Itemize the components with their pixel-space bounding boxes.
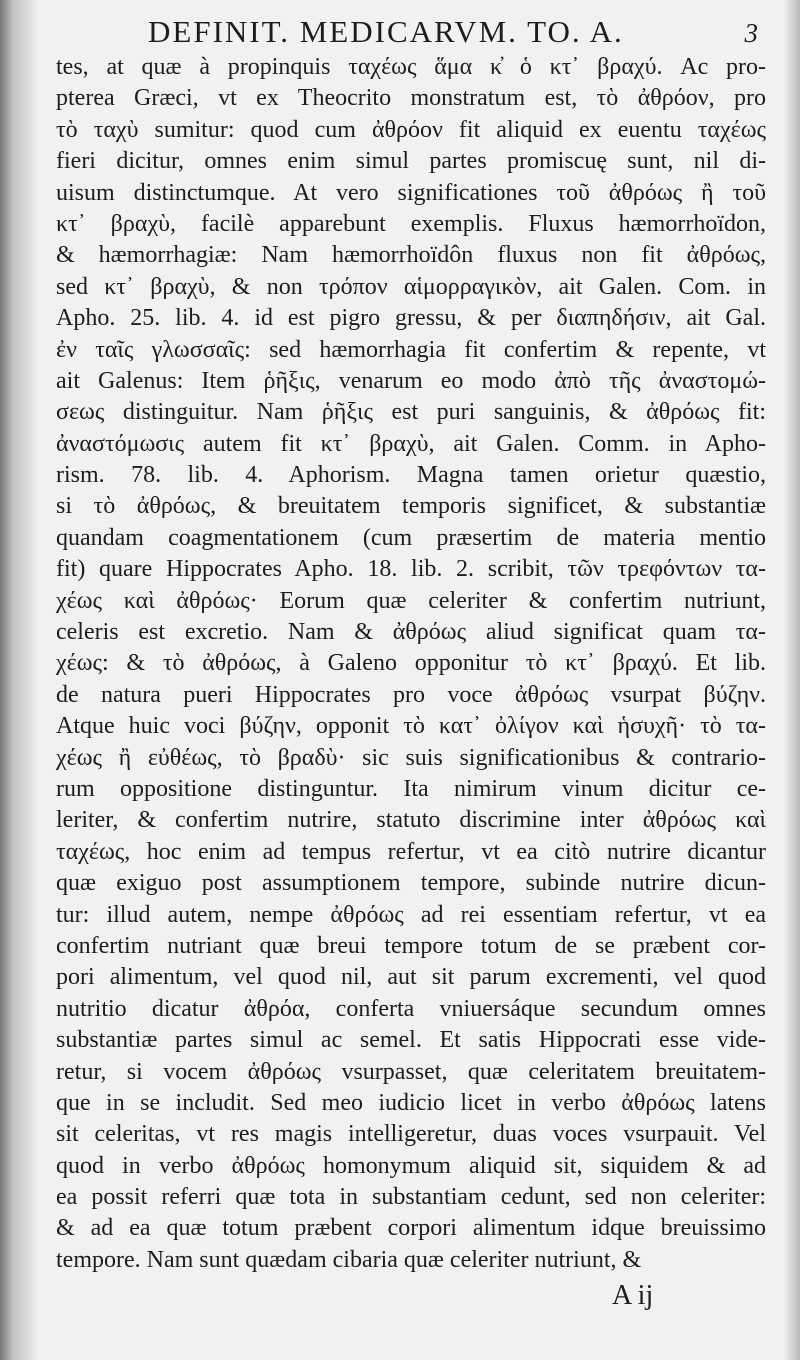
text-line: ait Galenus: Item ῥῆξις, venarum eo modo ἀπὸ τῆς ἀναστομώ- <box>56 367 766 394</box>
text-line: si τὸ ἀθρόως, & breuitatem temporis significet, & substantiæ <box>56 493 766 520</box>
text-line: pterea Græci, vt ex Theocrito monstratum est, τὸ ἀθρόον, pro <box>56 85 766 112</box>
text-line: fit) quare Hippocrates Apho. 18. lib. 2. scribit, τῶν τρεφόντων τα- <box>56 556 766 583</box>
text-line: fieri dicitur, omnes enim simul partes promiscuę sunt, nil di- <box>56 148 766 175</box>
text-line: τὸ ταχὺ sumitur: quod cum ἀθρόον fit aliquid ex euentu ταχέως <box>56 116 766 143</box>
page-number: 3 <box>744 18 758 48</box>
text-line: sed κτ᾽ βραχὺ, & non τρόπον αἱμορραγικὸν, ait Galen. Com. in <box>56 273 766 300</box>
text-line: substantiæ partes simul ac semel. Et satis Hippocrati esse vide- <box>56 1027 766 1054</box>
text-line: tes, at quæ à propinquis ταχέως ἅμα κ̓ ὁ κτ᾽ βραχύ. Ac pro- <box>56 54 766 80</box>
text-line: quæ exiguo post assumptionem tempore, subinde nutrire dicun- <box>56 870 766 897</box>
page-header <box>148 14 768 54</box>
text-line: que in se includit. Sed meo iudicio licet in verbo ἀθρόως latens <box>56 1089 766 1116</box>
text-line: leriter, & confertim nutrire, statuto discrimine inter ἀθρόως καὶ <box>56 807 766 834</box>
running-title: DEFINIT. MEDICARVM. TO. A. <box>148 14 624 49</box>
text-line: χέως: & τὸ ἀθρόως, à Galeno opponitur τὸ κτ᾽ βραχύ. Et lib. <box>56 650 766 677</box>
text-line: σεως distinguitur. Nam ῥῆξις est puri sanguinis, & ἀθρόως fit: <box>56 399 766 426</box>
text-line: & ad ea quæ totum præbent corpori alimentum idque breuissimo <box>56 1215 766 1242</box>
text-line: retur, si vocem ἀθρόως vsurpasset, quæ celeritatem breuitatem- <box>56 1058 766 1085</box>
text-line: uisum distinctumque. At vero significationes τοῦ ἀθρόως ἢ τοῦ <box>56 179 766 206</box>
text-line: pori alimentum, vel quod nil, aut sit parum excrementi, vel quod <box>56 964 766 991</box>
text-line: Atque huic voci βύζην, opponit τὸ κατ᾽ ὀλίγον καὶ ἡσυχῆ· τὸ τα- <box>56 713 766 740</box>
text-line: celeris est excretio. Nam & ἀθρόως aliud significat quam τα- <box>56 619 766 646</box>
body-text <box>56 52 766 1276</box>
text-line: tempore. Nam sunt quædam cibaria quæ celeriter nutriunt, & <box>56 1246 642 1273</box>
text-line: κτ᾽ βραχὺ, facilè apparebunt exemplis. Fluxus hæmorrhoïdon, <box>56 210 766 237</box>
text-line: rum oppositione distinguntur. Ita nimirum vinum dicitur ce- <box>56 775 766 802</box>
text-line: nutritio dicatur ἀθρόα, conferta vniuersáque secundum omnes <box>56 995 766 1022</box>
text-line: quod in verbo ἀθρόως homonymum aliquid sit, siquidem & ad <box>56 1152 766 1179</box>
text-line: rism. 78. lib. 4. Aphorism. Magna tamen orietur quæstio, <box>56 462 766 489</box>
text-line: sit celeritas, vt res magis intelligeretur, duas voces vsurpauit. Vel <box>56 1121 766 1148</box>
text-line: tur: illud autem, nempe ἀθρόως ad rei essentiam refertur, vt ea <box>56 901 766 928</box>
text-line: ταχέως, hoc enim ad tempus refertur, vt ea citò nutrire dicantur <box>56 838 766 865</box>
text-line: ea possit referri quæ tota in substantiam cedunt, sed non celeriter: <box>56 1184 766 1211</box>
text-line: & hæmorrhagiæ: Nam hæmorrhoïdôn fluxus non fit ἀθρόως, <box>56 242 766 269</box>
text-line: χέως καὶ ἀθρόως· Eorum quæ celeriter & confertim nutriunt, <box>56 587 766 614</box>
text-line: Apho. 25. lib. 4. id est pigro gressu, & per διαπηδήσιν, ait Gal. <box>56 305 766 332</box>
text-line: ἀναστόμωσις autem fit κτ᾽ βραχὺ, ait Galen. Comm. in Apho- <box>56 430 766 457</box>
text-line: ἐν ταῖς γλωσσαῖς: sed hæmorrhagia fit confertim & repente, vt <box>56 336 766 363</box>
text-line: quandam coagmentationem (cum præsertim de materia mentio <box>56 524 766 551</box>
text-line: confertim nutriant quæ breui tempore totum de se præbent cor- <box>56 932 766 959</box>
text-line: χέως ἢ εὐθέως, τὸ βραδὺ· sic suis significationibus & contrario- <box>56 744 766 771</box>
signature-mark: A ij <box>612 1280 654 1311</box>
text-line: de natura pueri Hippocrates pro voce ἀθρόως vsurpat βύζην. <box>56 681 766 708</box>
